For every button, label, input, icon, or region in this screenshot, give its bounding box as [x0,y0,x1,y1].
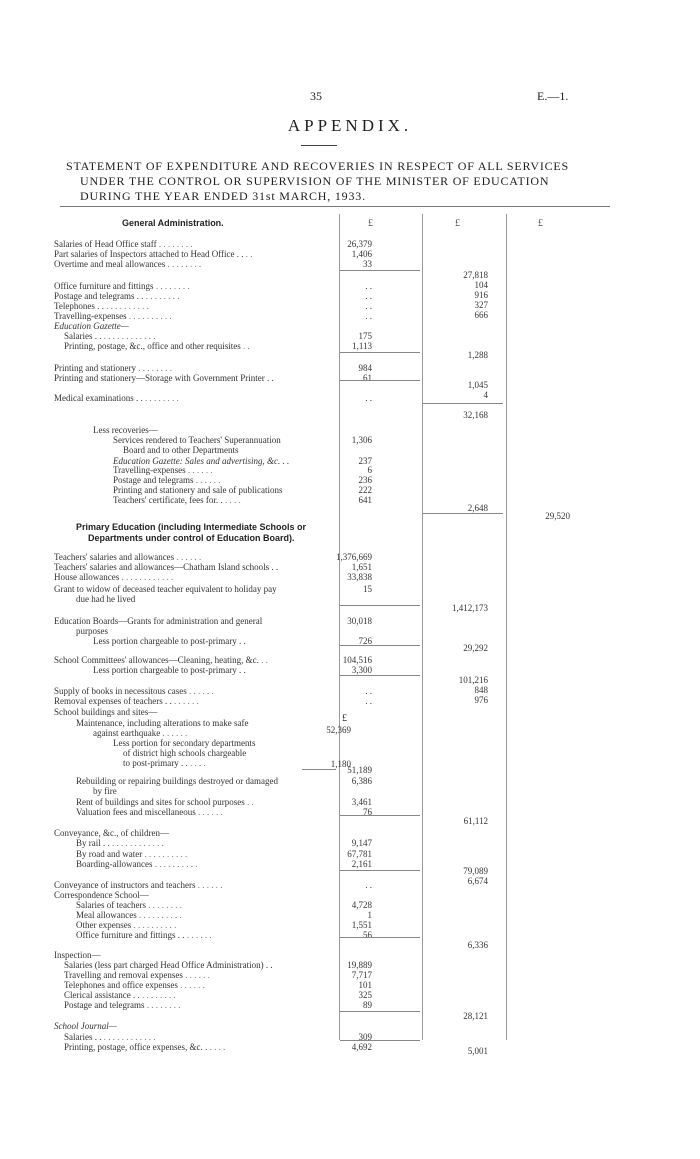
row-label-text: Removal expenses of teachers . . [54,696,172,706]
row-label-text: Teachers' salaries and allowances [54,552,175,562]
row-label-text: Salaries (less part charged Head Office Administration) . . [64,960,273,970]
row-leader-dots: . . . . [207,1042,226,1052]
row-label [54,572,173,582]
row-value-c1: 222 [358,485,372,495]
row-leader-dots: . . . . . . . . [139,990,176,1000]
c2-value: 2,648 [467,503,488,513]
c2-value: 916 [474,290,488,300]
c2-value: 6,674 [467,876,488,886]
row-leader-dots: . . . . . . [174,552,202,562]
row-label [93,665,246,675]
c2-value: 327 [474,300,488,310]
c2-value: 1,412,173 [452,603,488,613]
row-value-c1: . . [365,301,372,311]
row-leader-dots: . . . . . . . . [153,281,190,291]
row-label [64,980,205,990]
row-value-c1: 2,161 [351,859,372,869]
c2-value: 32,168 [463,410,488,420]
c3-value-total: 29,520 [545,511,570,521]
row-label-text: Education Gazette: Sales and advertising, &c. . . [113,456,290,466]
row-value-c1: 76 [363,807,372,817]
row-label-text: Travelling-expenses [54,311,127,321]
rule-c1-8 [340,870,420,871]
row-leader-dots: . . . . . . . . . . . . [101,1032,156,1042]
row-label [93,786,117,796]
row-label-text: Office furniture and fittings [54,281,154,291]
inner-rule [302,769,336,770]
row-label [64,1000,180,1010]
row-label [54,259,201,269]
row-leader-dots: . . . . . . . . . . [126,311,172,321]
row-label [76,807,223,817]
row-label [54,552,201,562]
row-leader-dots: . . . . . . . . . . . . [101,331,156,341]
row-label [54,1021,117,1031]
rule-c1-11 [340,1040,420,1041]
row-value-c1: 6,386 [351,776,372,786]
row-value-c1: 4,728 [351,900,372,910]
row-label-text: Less portion for secondary departments [113,738,256,748]
row-label-text: Office furniture and fittings . . [76,930,185,940]
row-label-text: purposes [76,626,108,636]
row-value-c1: . . [365,880,372,890]
row-label [113,435,281,445]
c2-value: 5,001 [467,1046,488,1056]
row-leader-dots: . . . . . . . . [136,363,172,373]
row-label [54,311,172,321]
row-label-text: Rebuilding or repairing buildings destroyed or damaged [76,776,278,786]
row-value-c1: 1 [367,910,372,920]
row-label [54,562,278,572]
c2-value: 27,818 [463,270,488,280]
rule-c1-1 [340,270,420,271]
row-leader-dots: . . . . . . . . . . [136,910,182,920]
c2-value: 848 [474,685,488,695]
row-label-text: Part salaries of Inspectors attached to Head Office . . [54,249,244,259]
row-label-text: to post-primary . . [123,758,188,768]
row-value-c1: . . [365,281,372,291]
row-leader-dots: . . . . . . . . . . [131,920,177,930]
row-label [54,696,199,706]
c2-value: 1,045 [467,380,488,390]
statement-heading-line-2: UNDER THE CONTROL OR SUPERVISION OF THE MINISTER OF EDUCATION [80,174,550,188]
row-value-c1: 33 [363,259,372,269]
statement-heading-line-1: STATEMENT OF EXPENDITURE AND RECOVERIES IN RESPECT OF ALL SERVICES [66,159,570,173]
inner-pound-sign: £ [342,713,347,724]
row-label-text: House allowances [54,572,120,582]
column-3-header: £ [538,218,543,229]
row-label-text: Travelling-expenses [113,465,186,475]
row-label [76,859,197,869]
row-value-c1: 309 [358,1032,372,1042]
row-label-text: of district high schools chargeable [123,748,247,758]
row-leader-dots: . . . . . . [160,728,188,738]
row-leader-dots: . . . . . . . . [156,239,193,249]
row-label-text: By rail . . [76,838,110,848]
column-rule-3 [506,214,507,1040]
row-label [93,728,187,738]
row-value-c1: 30,018 [347,616,372,626]
row-leader-dots: . . . . . . [195,807,223,817]
report-reference: E.—1. [537,89,569,103]
row-label [54,880,222,890]
row-value-c1: 61 [363,373,372,383]
row-label [76,920,176,930]
row-label-text: Clerical assistance . . [64,990,140,1000]
row-leader-dots: . . . . [222,495,241,505]
inner-value-less-secondary: 1,180 [330,759,351,769]
row-label [113,465,213,475]
row-label [54,655,268,665]
row-leader-dots: . . . . . . . . [145,900,182,910]
c2-value: 79,089 [463,866,488,876]
row-value-c1: 3,300 [351,665,372,675]
row-value-c1: 19,889 [347,960,372,970]
column-rule-1 [339,214,340,1040]
column-2-header: £ [455,218,460,229]
row-label [113,495,241,505]
row-value-c1: 1,306 [351,435,372,445]
row-label-text: Less portion chargeable to post-primary . . [93,636,246,646]
c2-value: 61,112 [463,816,488,826]
c2-value: 666 [474,310,488,320]
rule-c1-5 [340,645,420,646]
row-label-text: Education Gazette— [54,321,129,331]
row-leader-dots: . . . . . . . . [143,291,180,301]
rule-c1-9 [340,937,420,938]
row-label-text: Printing, postage, office expenses, &c. . [64,1042,208,1052]
row-label [54,828,169,838]
row-label [76,900,182,910]
row-label [113,485,282,495]
row-label-text: Printing and stationery—Storage with Government Printer . . [54,373,274,383]
row-label [123,748,246,758]
row-label [54,321,129,331]
row-label-text: Less portion chargeable to post-primary . . [93,665,246,675]
row-value-c1: 984 [358,363,372,373]
row-label-text: School Committees' allowances—Cleaning, heating, &c. [54,655,259,665]
row-leader-dots: . . . . . . [177,980,205,990]
c2-value: 104 [474,280,488,290]
row-label [54,707,157,717]
row-label [76,838,164,848]
row-value-c1: 175 [358,331,372,341]
row-label-text: Printing, postage, &c., office and other requisites [64,341,241,351]
row-label-text: Conveyance of instructors and teachers [54,880,196,890]
row-label [54,950,101,960]
row-label-text: due had he lived [76,594,136,604]
row-value-c1: 7,717 [351,970,372,980]
rule-c2-2 [423,513,503,514]
row-leader-dots: . . . . . . . . . . [103,301,149,311]
statement-heading-line-3: DURING THE YEAR ENDED 31st MARCH, 1933. [80,189,366,203]
row-label [76,594,135,604]
row-leader-dots: . . . . . . . . . . . . [109,838,164,848]
row-label-text: Meal allowances [76,910,137,920]
row-value-c1: 89 [363,1000,372,1010]
c2-value: 976 [474,695,488,705]
row-leader-dots: . . . . . . [193,475,221,485]
row-leader-dots: . . . . . . . . [144,1000,181,1010]
row-label [54,890,149,900]
rule-c2-1 [423,403,503,404]
row-label [54,373,274,383]
row-leader-dots: . . . . . . [182,970,210,980]
row-leader-dots: . . [258,655,268,665]
row-label [54,249,253,259]
row-value-c1: 33,838 [347,572,372,582]
row-label-text: Salaries of teachers [76,900,146,910]
row-label-text: Printing and stationery [54,363,136,373]
row-label-text: Grant to widow of deceased teacher equivalent to holiday pay [54,584,277,594]
row-label-text: Less recoveries— [93,425,158,435]
rule-c1-2 [340,352,420,353]
row-value-c1: 56 [363,930,372,940]
row-label-text: Boarding-allowances [76,859,153,869]
row-label [76,776,278,786]
row-leader-dots: . . . . . . [186,686,214,696]
column-1-header: £ [368,218,373,229]
row-leader-dots: . . . . . . [185,465,213,475]
row-label-text: Postage and telegrams [113,475,194,485]
row-label-text: School buildings and sites— [54,707,158,717]
row-value-c1: 726 [358,636,372,646]
column-rule-2 [422,214,423,1040]
row-value-c1: 1,406 [351,249,372,259]
row-label-text: By road and water [76,849,143,859]
row-value-c1: 101 [358,980,372,990]
row-label [54,393,179,403]
row-label [54,301,149,311]
row-label [76,849,187,859]
row-value-c1: 325 [358,990,372,1000]
row-value-c1: 641 [358,495,372,505]
row-label [64,960,273,970]
row-value-c1: 1,651 [351,562,372,572]
row-label-text: Services rendered to Teachers' Superannuation [113,435,281,445]
row-label-text: Overtime and meal allowances [54,259,166,269]
c2-value: 28,121 [463,1011,488,1021]
row-label [64,331,156,341]
row-label-text: Postage and telegrams . . [54,291,144,301]
rule-c1-6 [340,675,420,676]
row-value-c1: . . [365,311,372,321]
row-leader-dots: . . [244,797,254,807]
section-general-administration: General Administration. [122,218,224,228]
row-leader-dots: . . . . . . . . [142,393,179,403]
c2-value: 4 [483,390,488,400]
row-label-text: Rent of buildings and sites for school purposes [76,797,245,807]
rule-c1-7 [340,815,420,816]
row-value-c1: 15 [363,584,372,594]
row-value-c1: 236 [358,475,372,485]
row-label [93,636,246,646]
row-label-text: Travelling and removal expenses [64,970,183,980]
row-leader-dots: . . . . . . . . . . [142,849,188,859]
row-leader-dots: . . . . . . . . . . . . [119,572,174,582]
top-rule [60,206,610,207]
row-label [93,425,158,435]
row-value-c1: . . [365,696,372,706]
row-label-text: Maintenance, including alterations to make safe [76,718,249,728]
row-label [64,1042,225,1052]
row-label-text: Medical examinations . . [54,393,143,403]
row-label [54,291,179,301]
row-value-c1: . . [365,393,372,403]
row-label-text: Salaries of Head Office staff [54,239,157,249]
row-leader-dots: . . [240,341,250,351]
row-value-c1: 3,461 [351,797,372,807]
section-primary-education-line-1: Primary Education (including Intermediate Schools or [76,522,307,532]
page-number: 35 [310,89,322,103]
c2-value: 29,292 [463,643,488,653]
row-label-text: Telephones . . [54,301,104,311]
rule-c1-4 [340,605,420,606]
row-value-c1: 26,379 [347,239,372,249]
page-title: APPENDIX. [287,116,413,135]
c2-value: 6,336 [467,940,488,950]
row-label [123,758,206,768]
row-label [76,626,108,636]
row-label-text: Education Boards—Grants for administration and general [54,616,263,626]
row-label [54,686,214,696]
row-value-c1: 67,781 [347,849,372,859]
row-label-text: Conveyance, &c., of children— [54,828,169,838]
row-value-c1: 237 [358,456,372,466]
row-label [54,239,193,249]
row-label [76,718,248,728]
title-rule [301,145,337,146]
row-label-text: Telephones and office expenses [64,980,178,990]
row-label [64,341,250,351]
row-label-text: Teachers' salaries and allowances—Chatham Island schools . . [54,562,279,572]
rule-c1-3 [340,380,420,381]
row-value-c1: 104,516 [342,655,372,665]
row-value-c1: 1,376,669 [336,552,372,562]
row-value-c1: 1,551 [351,920,372,930]
row-label-text: Salaries . . [64,1032,102,1042]
row-label [123,445,238,455]
row-label [64,990,176,1000]
row-label-text: Board and to other Departments [123,445,239,455]
row-value-c1: 1,113 [352,341,372,351]
row-label-text: Inspection— [54,950,101,960]
row-label [54,281,190,291]
row-leader-dots: . . . . . . [184,930,212,940]
row-leader-dots: . . . . . . . . . . [152,859,198,869]
row-label [54,363,172,373]
row-label [113,475,220,485]
row-leader-dots: . . . . . . [195,880,223,890]
row-label-text: School Journal— [54,1021,117,1031]
rule-c1-10 [340,1011,420,1012]
row-label [113,738,255,748]
row-leader-dots: . . . . . . [171,696,199,706]
row-label-text: Postage and telegrams [64,1000,145,1010]
row-label-text: against earthquake [93,728,161,738]
section-primary-education-line-2: Departments under control of Education Board). [88,533,295,543]
row-leader-dots: . . [243,249,253,259]
row-label-text: Teachers' certificate, fees for. . [113,495,223,505]
row-label-text: Correspondence School— [54,890,149,900]
row-label [54,616,262,626]
row-value-c1: . . [365,686,372,696]
row-label-text: Printing and stationery and sale of publications [113,485,283,495]
row-label [76,797,254,807]
row-label-text: Supply of books in necessitous cases [54,686,187,696]
row-label [64,1032,156,1042]
row-label [64,970,210,980]
row-value-c1: 9,147 [351,838,372,848]
row-label-text: by fire [93,786,117,796]
row-label-text: Salaries . . [64,331,102,341]
row-label-text: Valuation fees and miscellaneous [76,807,196,817]
c2-value: 101,216 [458,675,488,685]
row-label-text: Other expenses [76,920,132,930]
c1-value-buildings-net: 51,189 [347,765,372,775]
row-label [76,930,212,940]
row-value-c1: 6 [367,465,372,475]
row-label [76,910,182,920]
row-leader-dots: . . . . [187,758,206,768]
row-label [54,584,277,594]
inner-value-maintenance: 52,369 [326,725,351,735]
row-value-c1: . . [365,291,372,301]
row-leader-dots: . . . . . . . . [165,259,202,269]
row-value-c1: 4,692 [351,1042,372,1052]
c2-value: 1,288 [467,350,488,360]
